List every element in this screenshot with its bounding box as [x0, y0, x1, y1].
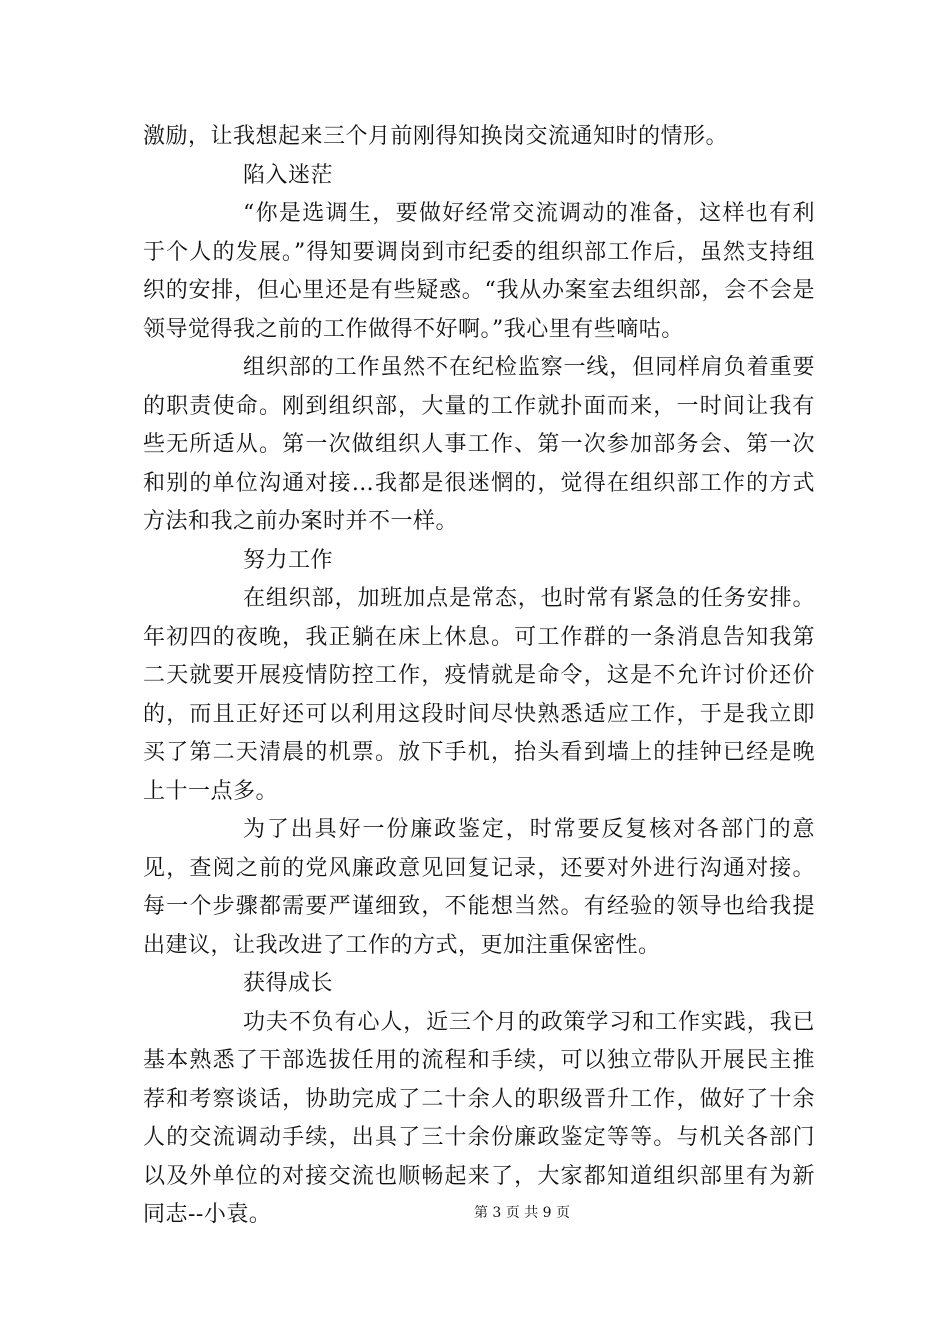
section-heading-work-hard: 努力工作 — [243, 547, 334, 573]
paragraph-continuation: 激励，让我想起来三个月前刚得知换岗交流通知时的情形。 — [143, 124, 729, 149]
page-number-footer: 第 3 页 共 9 页 — [473, 1205, 571, 1221]
section-heading-growth: 获得成长 — [243, 971, 334, 996]
section-heading-lost: 陷入迷茫 — [243, 162, 334, 188]
paragraph-achievements: 功夫不负有心人，近三个月的政策学习和工作实践，我已基本熟悉了干部选拔任用的流程和手续，可以独立带队开展民主推荐和考察谈话，协助完成了二十余人的职级晋升工作，做好了十余人的交流调动手续，出具了三十余份廉政鉴定等等。与机关各部门以及外单位的对接交流也顺畅起来了，大家都知道组织部里有为新同志--小袁。 — [143, 1009, 815, 1227]
paragraph-new-duties: 组织部的工作虽然不在纪检监察一线，但同样肩负着重要的职责使命。刚到组织部，大量的工作就扑面而来，一时间让我有些无所适从。第一次做组织人事工作、第一次参加部务会、第一次和别的单位沟通对接…我都是很迷惘的，觉得在组织部工作的方式方法和我之前办案时并不一样。 — [143, 355, 815, 534]
paragraph-transfer-notice: “你是选调生，要做好经常交流调动的准备，这样也有利于个人的发展。”得知要调岗到市纪委的组织部工作后，虽然支持组织的安排，但心里还是有些疑惑。“我从办案室去组织部，会不会是领导觉得我之前的工作做得不好啊。”我心里有些嘀咕。 — [143, 201, 815, 342]
document-body — [143, 118, 815, 1235]
paragraph-integrity-review: 为了出具好一份廉政鉴定，时常要反复核对各部门的意见，查阅之前的党风廉政意见回复记录，还要对外进行沟通对接。每一个步骤都需要严谨细致，不能想当然。有经验的领导也给我提出建议，让我改进了工作的方式，更加注重保密性。 — [143, 817, 815, 958]
paragraph-overtime: 在组织部，加班加点是常态，也时常有紧急的任务安排。年初四的夜晚，我正躺在床上休息。可工作群的一条消息告知我第二天就要开展疫情防控工作，疫情就是命令，这是不允许讨价还价的，而且正好还可以利用这段时间尽快熟悉适应工作，于是我立即买了第二天清晨的机票。放下手机，抬头看到墙上的挂钟已经是晚上十一点多。 — [143, 586, 815, 804]
